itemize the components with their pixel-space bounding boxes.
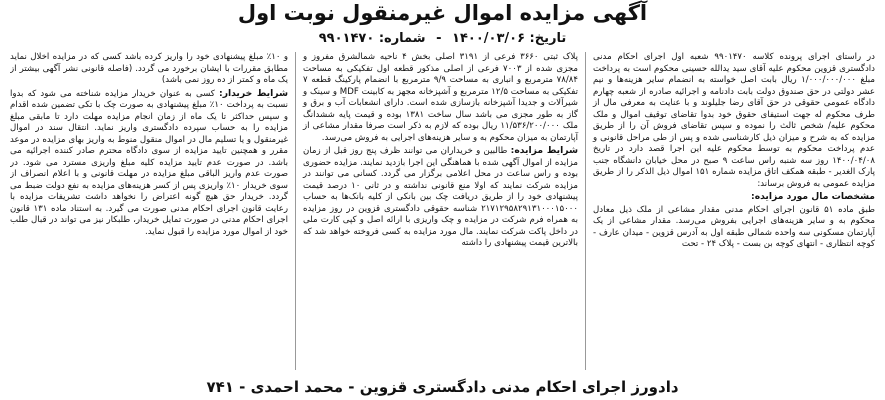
auction-conditions-paragraph: طالبین و خریداران می توانند ظرف پنج روز قبل از زمان مزایده از اموال آگهی شده با هماهنگی این اجرا بازدید نمایند. مزایده حضوری بوده و راس ساعت در محل اعلامی برگزار می گردد. کسانی می توانند در مزایده شرکت نمایند که اولا منع قانونی نداشته و در ثانی ۱۰ درصد قیمت پیشنهادی خود را از طریق دریافت چک بین بانکی از کلیه بانک‌ها به حساب ۲۱۷۱۲۹۵۸۲۹۱۳۱۰۰۰۱۵۰۰۰ شناسه حقوقی دادگستری قزوین در روز مزایده به همراه فرم شرکت در مزایده و چک واریزی با ارائه اصل و کپی کارت ملی در داخل پاکت شرکت نمایند. مال مورد مزایده به کسی فروخته خواهد شد که بالاترین قیمت پیشنهادی را داشته	[303, 146, 578, 248]
notice-signature: دادورز اجرای احکام مدنی دادگستری قزوین - محمد احمدی - ۷۴۱	[206, 378, 679, 396]
column-middle	[295, 52, 585, 370]
column-right	[585, 52, 875, 370]
bid-terms-paragraph: و ۱۰٪ مبلغ پیشنهادی خود را واریز کرده باشد کسی که در مزایده اخلال نماید مطابق مقررات با ایشان برخورد می گردد. (فاصله قانونی نشر آگهی بیشتر از یک ماه و کمتر از ده روز نمی باشد)	[10, 52, 288, 85]
column-left	[10, 52, 295, 370]
auction-conditions-heading: شرایط مزایده:	[510, 145, 579, 156]
property-specs-heading: مشخصات مال مورد مزایده:	[751, 191, 875, 202]
notice-title: آگهی مزایده اموال غیرمنقول نوبت اول	[237, 1, 648, 25]
property-details-paragraph: پلاک ثبتی ۳۶۶۰ فرعی از ۳۱۹۱ اصلی بخش ۴ ناحیه شمالشرق مفروز و مجزی شده از ۷۰۰۳ فرعی از اصلی مذکور قطعه اول تفکیکی به مساحت ۷۸/۸۴ مترمربع و انباری به مساحت ۹/۹ مترمربع با انضمام پارکینگ قطعه ۷ تفکیکی به مساحت ۱۲/۵ مترمربع و آشپزخانه مجهز به کابینت MDF و سینک و شیرآلات و جدیدا آشپزخانه بازسازی شده است. دارای انشعابات آب و برق و گاز به طور مجزی می باشد سال ساخت ۱۳۸۱ بوده و قیمت پایه ششدانگ ملک ۱۱/۵۳۶/۲۰۰/۰۰۰ ریال بوده که لازم به ذکر است صرفا مقدار مشاعی از آپارتمان به میزان محکوم به و سایر هزینه‌های اجرایی به فروش می‌رسد.	[303, 52, 579, 143]
intro-paragraph: در راستای اجرای پرونده کلاسه ۹۹۰۱۴۷۰ شعبه اول اجرای احکام مدنی دادگستری قزوین محکوم علیه آقای سید یدالله حسینی محکوم است به پرداخت مبلغ ۱/۰۰۰/۰۰۰/۰۰۰ ریال بابت اصل خواسته به انضمام سایر هزینه‌ها و نیم عشر دولتی در حق صندوق دولت بابت دادنامه و اجرائیه صادره از شعبه چهارم دادگاه عمومی حقوقی در حق آقای رضا جلیلوند و با عنایت به معرفی مال از طرف محکوم له جهت استیفای حقوق خود بدوا تقاضای توقیف اموال و ملک محکوم علیه/ شخص ثالث را نموده و سپس تقاضای فروش آن را از طریق مزایده که به شرح و میزان ذیل کارشناسی شده و پس از طی مراحل قانونی و عدم پرداخت محکوم به توسط محکوم علیه این اجرا قصد دارد در تاریخ ۱۴۰۰/۰۴/۰۸ روز سه شنبه راس ساعت ۹ صبح در محل خیابان دانشگاه جنب پارک الغدیر - طبقه همکف اتاق مزایده شماره ۱۵۱ اموال ذیل الذکر را از طریق مزایده عمومی به فروش برساند:	[593, 52, 875, 189]
notice-columns	[10, 52, 875, 370]
notice-date-number	[0, 30, 885, 48]
property-specs-paragraph: طبق ماده ۵۱ قانون اجرای احکام مدنی مقدار مشاعی از ملک ذیل معادل محکوم به و سایر هزینه‌های اجرایی بفروش می‌رسد. مقدار مشاعی از یک آپارتمان مسکونی سه واحده شمالی طبقه اول به آدرس قزوین - میدان عارف - کوچه انتظاری - انتهای کوچه بن بست - پلاک ۲۴ - تحت	[593, 204, 875, 249]
buyer-conditions-paragraph: کسی به عنوان خریدار مزایده شناخته می شود که بدوا نسبت به پرداخت ۱۰٪ مبلغ پیشنهادی به صورت چک با تکی تضمین شده اقدام و سپس حداکثر تا یک ماه از زمان انجام مزایده مهلت دارد تا مابقی مبلغ مزایده را به حساب سپرده دادگستری واریز نماید. انتقال سند در اموال غیرمنقول و یا تسلیم مال در اموال منقول منوط به واریز بهای مزایده در موعد مقرر و همچنین تایید مزایده از سوی دادگاه محترم صادر کننده اجرائیه می باشد. در صورت عدم تایید مزایده کلیه مبلغ واریزی مسترد می شود. در صورت عدم واریز الباقی مبلغ مزایده در مهلت قانونی و با اعلام انصراف از سوی خریدار ۱۰٪ واریزی پس از کسر هزینه‌های مزایده به نفع دولت ضبط می گردد. خریدار حق هیچ گونه اعتراض را نخواهد داشت تشریفات مزایده با رعایت قانون اجرای احکام مدنی صورت می گیرد. به استناد ماده ۱۳۱ قانون اجرای احکام مدنی در صورت تمایل خریدار، طلبکار نیز می تواند در قبال طلب خود از اموال مورد مزایده را قبول نماید.	[10, 88, 289, 237]
subtitle-separator: -	[436, 31, 442, 46]
notice-number: شماره: ۹۹۰۱۴۷۰	[318, 31, 426, 46]
notice-date: تاریخ: ۱۴۰۰/۰۳/۰۶	[452, 31, 567, 46]
buyer-conditions-heading: شرایط خریدار:	[219, 87, 289, 99]
